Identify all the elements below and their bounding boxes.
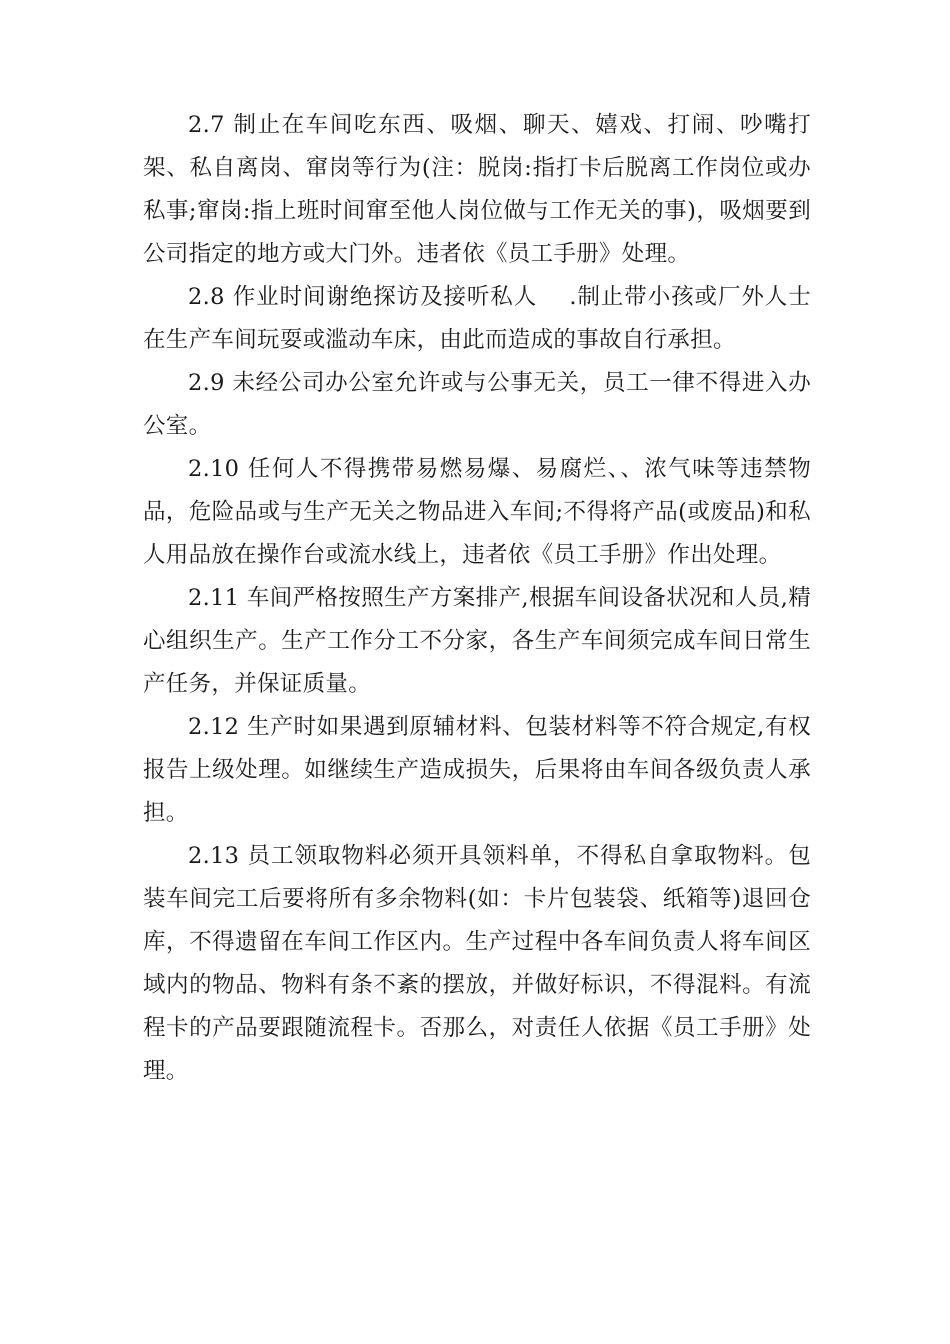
paragraph-2-8: 2.8 作业时间谢绝探访及接听私人 .制止带小孩或厂外人士在生产车间玩耍或滥动车床，由此而造成的事故自行承担。	[143, 284, 811, 353]
paragraph-2-9: 2.9 未经公司办公室允许或与公事无关，员工一律不得进入办公室。	[143, 370, 811, 439]
paragraph-2-7: 2.7 制止在车间吃东西、吸烟、聊天、嬉戏、打闹、吵嘴打架、私自离岗、窜岗等行为(注：脱岗:指打卡后脱离工作岗位或办私事;窜岗:指上班时间窜至他人岗位做与工作无关的事)，吸烟要到公司指定的地方或大门外。违者依《员工手册》处理。	[143, 112, 811, 267]
paragraph-2-13: 2.13 员工领取物料必须开具领料单，不得私自拿取物料。包装车间完工后要将所有多余物料(如：卡片包装袋、纸箱等)退回仓库，不得遗留在车间工作区内。生产过程中各车间负责人将车间区域内的物品、物料有条不紊的摆放，并做好标识，不得混料。有流程卡的产品要跟随流程卡。否那么，对责任人依据《员工手册》处理。	[143, 843, 811, 1084]
paragraph-2-11: 2.11 车间严格按照生产方案排产,根据车间设备状况和人员,精心组织生产。生产工作分工不分家，各生产车间须完成车间日常生产任务，并保证质量。	[143, 585, 811, 697]
paragraph-2-12: 2.12 生产时如果遇到原辅材料、包装材料等不符合规定,有权报告上级处理。如继续生产造成损失，后果将由车间各级负责人承担。	[143, 714, 811, 826]
paragraph-2-10: 2.10 任何人不得携带易燃易爆、易腐烂、、浓气味等违禁物品，危险品或与生产无关之物品进入车间;不得将产品(或废品)和私人用品放在操作台或流水线上，违者依《员工手册》作出处理。	[143, 456, 811, 568]
document-body	[143, 104, 811, 1093]
